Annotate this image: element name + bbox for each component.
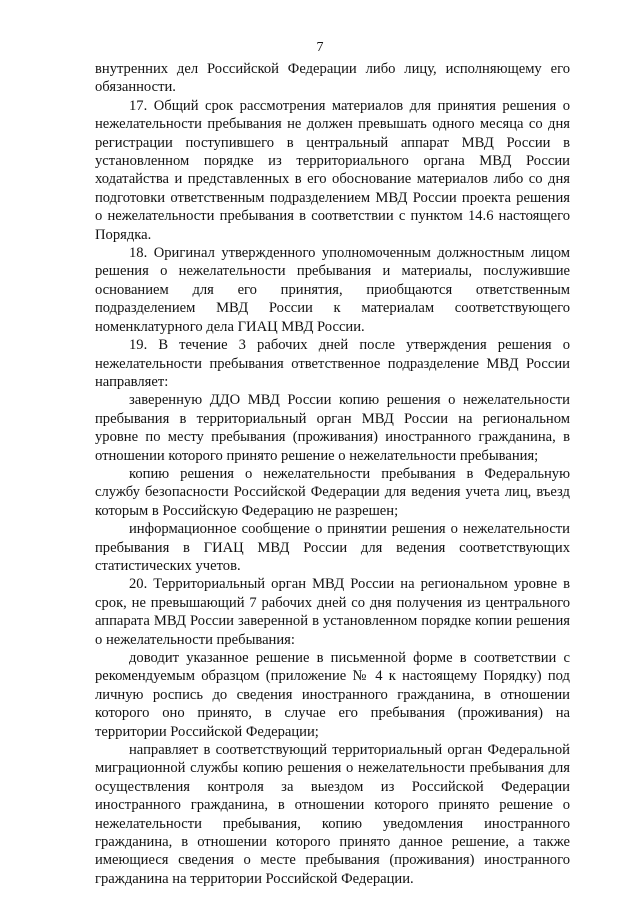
paragraph-item-19: 19. В течение 3 рабочих дней после утверждения решения о нежелательности пребывания ответственное подразделение МВД России направляет:: [95, 337, 570, 390]
paragraph-item-19-sub-2: копию решения о нежелательности пребывания в Федеральную службу безопасности Российской Федерации для ведения учета лиц, въезд которым в Российскую Федерацию не разрешен;: [95, 465, 570, 519]
paragraph-item-20: 20. Территориальный орган МВД России на региональном уровне в срок, не превышающий 7 рабочих дней со дня получения из центрального аппарата МВД России заверенной в установленном порядке копии решения о нежелательности пребывания:: [95, 576, 570, 648]
paragraph-item-19-sub-3: информационное сообщение о принятии решения о нежелательности пребывания в ГИАЦ МВД России для ведения соответствующих статистических учетов.: [95, 521, 570, 574]
paragraph-item-20-sub-2: направляет в соответствующий территориальный орган Федеральной миграционной службы копию решения о нежелательности пребывания для осуществления контроля за выездом из Российской Федерации иностранного гражданина, в отношении которого принято решение о нежелательности пребывания, копию уведомления иностранного гражданина, в отношении которого принято данное решение, а также имеющиеся сведения о месте пребывания (проживания) иностранного гражданина на территории Российской Федерации.: [95, 742, 570, 887]
document-body: [95, 60, 570, 888]
paragraph-item-19-sub-1: заверенную ДДО МВД России копию решения о нежелательности пребывания в территориальный орган МВД России на региональном уровне по месту пребывания (проживания) иностранного гражданина, в отношении которого принято решение о нежелательности пребывания;: [95, 392, 570, 464]
paragraph-item-20-sub-1: доводит указанное решение в письменной форме в соответствии с рекомендуемым образцом (приложение № 4 к настоящему Порядку) под личную роспись до сведения иностранного гражданина, в отношении которого оно принято, в случае его пребывания (проживания) на территории Российской Федерации;: [95, 650, 570, 740]
paragraph-continuation: внутренних дел Российской Федерации либо лицу, исполняющему его обязанности.: [95, 61, 570, 96]
paragraph-item-17: 17. Общий срок рассмотрения материалов для принятия решения о нежелательности пребывания не должен превышать одного месяца со дня регистрации поступившего в центральный аппарат МВД России в установленном порядке из территориального органа МВД России ходатайства и представленных в его обоснование материалов либо со дня подготовки ответственным подразделением МВД России проекта решения о нежелательности пребывания в соответствии с пунктом 14.6 настоящего Порядка.: [95, 97, 570, 243]
page-number: 7: [316, 40, 324, 55]
paragraph-item-18: 18. Оригинал утвержденного уполномоченным должностным лицом решения о нежелательности пребывания и материалы, послужившие основанием для его принятия, приобщаются ответственным подразделением МВД России к материалам соответствующего номенклатурного дела ГИАЦ МВД России.: [95, 245, 570, 335]
